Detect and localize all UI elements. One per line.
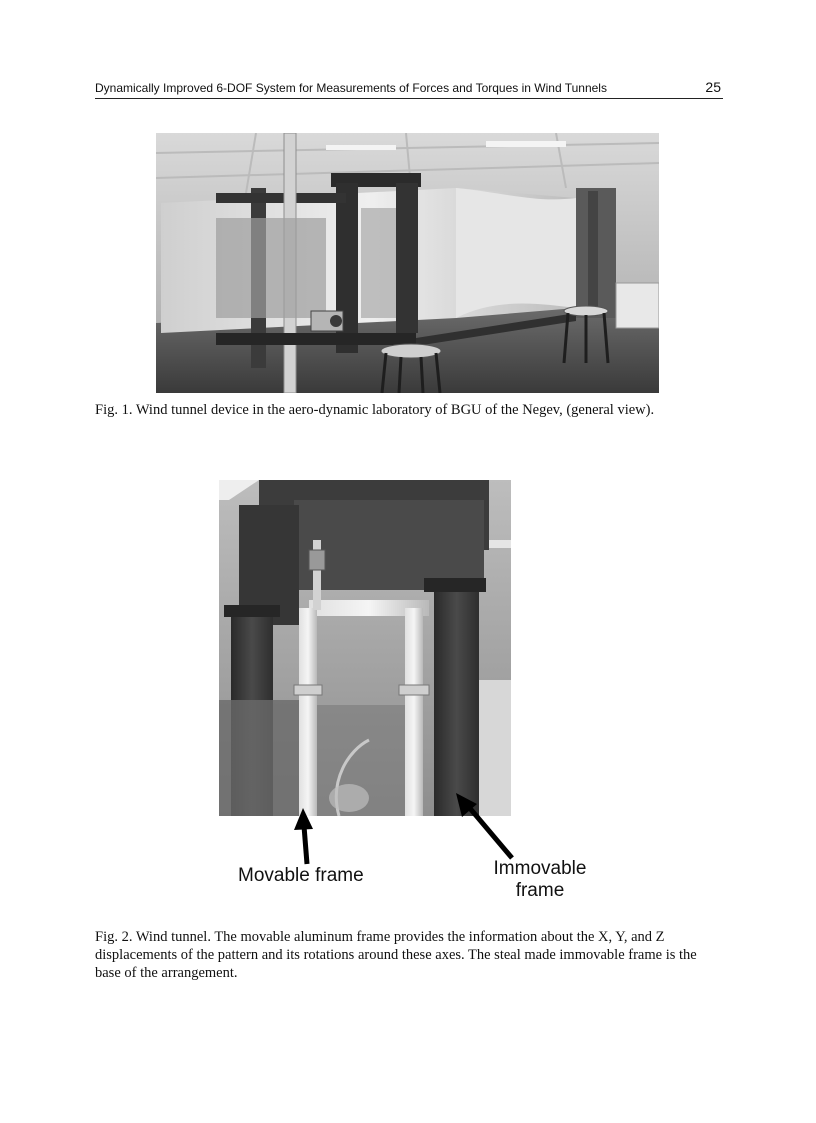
immovable-frame-label-line1: Immovable [493,858,587,879]
frames-photo-illustration [219,480,511,816]
figure-1-caption: Fig. 1. Wind tunnel device in the aero-dynamic laboratory of BGU of the Negev, (general view). [95,402,655,418]
figure-2-photo [219,480,511,816]
page-number: 25 [705,79,721,95]
figure-2-caption: Fig. 2. Wind tunnel. The movable aluminum frame provides the information about the X, Y, and Z displacements of the pattern and its rotations around these axes. The steal made immovable frame is the base of the arrangement. [95,929,697,981]
immovable-frame-label [480,858,600,902]
running-title: Dynamically Improved 6-DOF System for Measurements of Forces and Torques in Wind Tunnels [95,81,607,95]
immovable-frame-label-line2: frame [515,880,565,901]
figure-1-photo [156,133,659,393]
movable-frame-label: Movable frame [238,865,364,886]
movable-frame-arrow [294,808,313,864]
running-header [95,80,723,99]
wind-tunnel-photo-illustration [156,133,659,393]
